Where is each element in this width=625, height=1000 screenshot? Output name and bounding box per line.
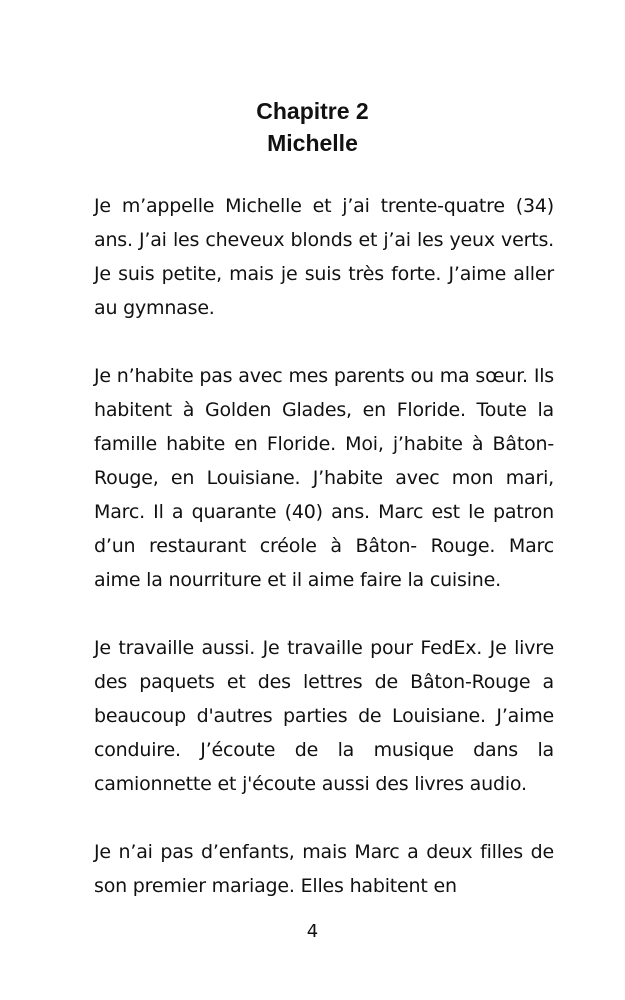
chapter-header — [0, 95, 625, 159]
paragraph-4: Je n’ai pas d’enfants, mais Marc a deux filles de son premier mariage. Elles habitent en — [94, 841, 554, 897]
paragraph-1: Je m’appelle Michelle et j’ai trente-quatre (34) ans. J’ai les cheveux blonds et j’ai les yeux verts. Je suis petite, mais je suis très forte. J’aime aller au gymnase. — [94, 195, 554, 319]
chapter-number: Chapitre 2 — [256, 98, 369, 124]
body-text — [94, 189, 554, 903]
paragraph-2: Je n’habite pas avec mes parents ou ma sœur. Ils habitent à Golden Glades, en Floride. Toute la famille habite en Floride. Moi, j’habite à Bâton-Rouge, en Louisiane. J’habite avec mon mari, Marc. Il a quarante (40) ans. Marc est le patron d’un restaurant créole à Bâton- Rouge. Marc aime la nourriture et il aime faire la cuisine. — [94, 365, 554, 591]
paragraph-3: Je travaille aussi. Je travaille pour FedEx. Je livre des paquets et des lettres de Bâton-Rouge a beaucoup d'autres parties de Louisiane. J’aime conduire. J’écoute de la musique dans la camionnette et j'écoute aussi des livres audio. — [94, 637, 554, 795]
chapter-title: Michelle — [267, 130, 358, 156]
page-number: 4 — [306, 921, 319, 942]
